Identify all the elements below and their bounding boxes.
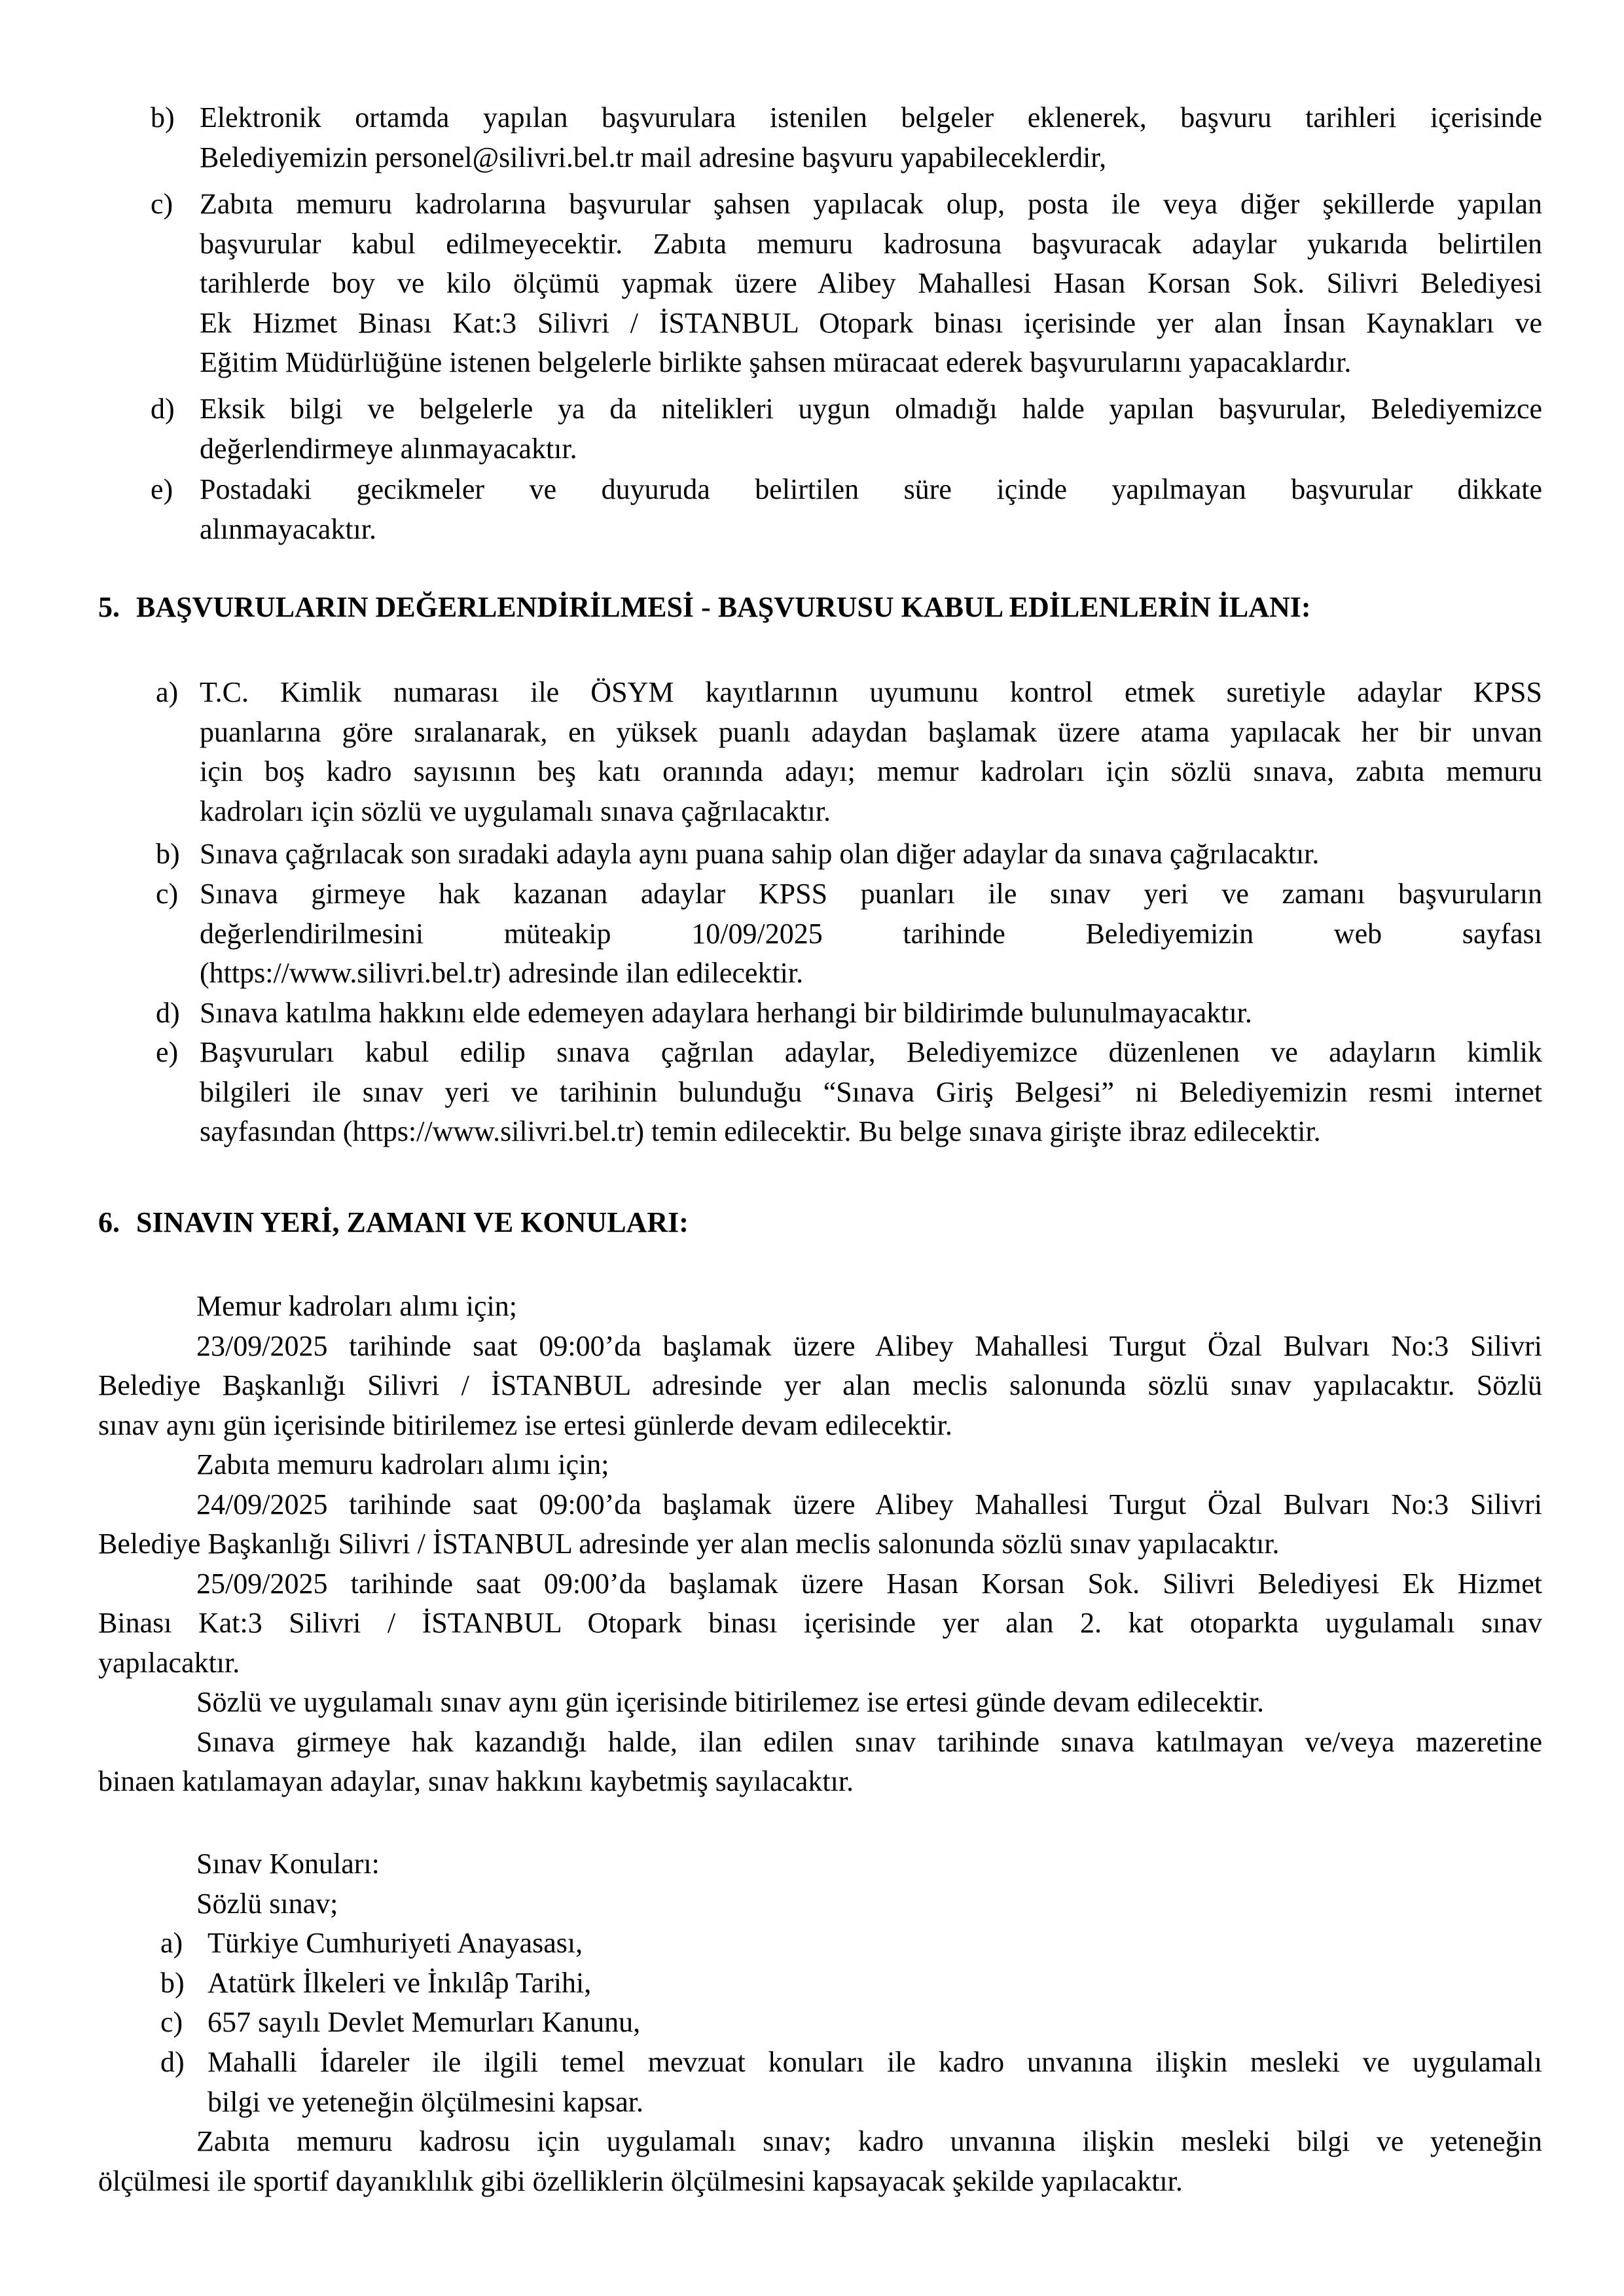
list-label: d) (160, 2046, 185, 2078)
text-line: kadroları için sözlü ve uygulamalı sınava çağrılacaktır. (200, 795, 831, 827)
text-line: bilgileri ile sınav yeri ve tarihinin bulunduğu “Sınava Giriş Belgesi” ni Belediyemizin resmi internet (200, 1075, 1542, 1108)
text-line: sınav aynı gün içerisinde bitirilemez ise ertesi günlerde devam edilecektir. (98, 1408, 952, 1441)
text-line: T.C. Kimlik numarası ile ÖSYM kayıtlarının uyumunu kontrol etmek suretiyle adaylar KPSS (200, 676, 1542, 708)
section-number: 5. (98, 591, 120, 623)
list-item-c (160, 2003, 1542, 2043)
section-5-heading (98, 588, 1311, 628)
konular-heading: Sınav Konuları: (196, 1848, 380, 1880)
text-line: binaen katılamayan adaylar, sınav hakkını kaybetmiş sayılacaktır. (98, 1765, 854, 1797)
text-line: değerlendirilmesini müteakip 10/09/2025 tarihinde Belediyemizin web sayfası (200, 917, 1542, 950)
text-line: Zabıta memuru kadrosu için uygulamalı sınav; kadro unvanına ilişkin mesleki bilgi ve yeteneğin (196, 2125, 1542, 2157)
text-line: için boş kadro sayısının beş katı oranında adayı; memur kadroları için sözlü sınava, zabıta memuru (200, 755, 1542, 787)
text-line: Mahalli İdareler ile ilgili temel mevzuat konuları ile kadro unvanına ilişkin mesleki ve uygulamalı (208, 2046, 1542, 2078)
text-line: Postadaki gecikmeler ve duyuruda belirtilen süre içinde yapılmayan başvurular dikkate (200, 473, 1542, 505)
list-item-e (156, 1033, 1542, 1152)
practical-exam-paragraph (98, 2122, 1542, 2201)
text-line: Türkiye Cumhuriyeti Anayasası, (208, 1927, 583, 1959)
text-line: değerlendirmeye alınmayacaktır. (200, 432, 577, 465)
text-line: Belediyemizin personel@silivri.bel.tr mail adresine başvuru yapabileceklerdir, (200, 141, 1107, 173)
list-item-c (156, 874, 1542, 994)
list-item-e (151, 470, 1542, 549)
list-label: b) (156, 838, 180, 870)
list-item-d (156, 994, 1542, 1033)
text-line: Belediye Başkanlığı Silivri / İSTANBUL adresinde yer alan meclis salonunda sözlü sınav yapılacaktır. Sözlü (98, 1369, 1542, 1401)
text-line: Zabıta memuru kadrolarına başvurular şahsen yapılacak olup, posta ile veya diğer şekillerde yapılan (200, 188, 1542, 220)
list-item-a (160, 1924, 1542, 1964)
list-label: b) (160, 1967, 185, 1999)
text-line: Sınava girmeye hak kazandığı halde, ilan edilen sınav tarihinde sınava katılmayan ve/veya mazeretine (196, 1725, 1542, 1758)
list-item-d (160, 2043, 1542, 2122)
memur-heading: Memur kadroları alımı için; (196, 1290, 517, 1322)
text-line: bilgi ve yeteneğin ölçülmesini kapsar. (208, 2085, 643, 2118)
text-line: Sınava girmeye hak kazanan adaylar KPSS puanları ile sınav yeri ve zamanı başvuruların (200, 878, 1542, 910)
list-label: d) (151, 393, 175, 425)
list-label: e) (156, 1036, 179, 1068)
text-line: 24/09/2025 tarihinde saat 09:00’da başlamak üzere Alibey Mahallesi Turgut Özal Bulvarı No:3 Silivri (196, 1488, 1542, 1520)
text-line: Eksik bilgi ve belgelerle ya da nitelikleri uygun olmadığı halde yapılan başvurular, Belediyemizce (200, 393, 1542, 425)
text-line: 25/09/2025 tarihinde saat 09:00’da başlamak üzere Hasan Korsan Sok. Silivri Belediyesi Ek Hizmet (196, 1567, 1542, 1600)
text-line: Belediye Başkanlığı Silivri / İSTANBUL adresinde yer alan meclis salonunda sözlü sınav yapılacaktır. (98, 1528, 1280, 1560)
sozlu-heading: Sözlü sınav; (196, 1887, 338, 1920)
text-line: Sözlü ve uygulamalı sınav aynı gün içerisinde bitirilemez ise ertesi günde devam edilecektir. (196, 1686, 1265, 1718)
zabita-heading: Zabıta memuru kadroları alımı için; (196, 1448, 609, 1480)
text-line: 23/09/2025 tarihinde saat 09:00’da başlamak üzere Alibey Mahallesi Turgut Özal Bulvarı No:3 Silivri (196, 1329, 1542, 1362)
exam-details (98, 1287, 1542, 1802)
section-title: BAŞVURULARIN DEĞERLENDİRİLMESİ - BAŞVURUSU KABUL EDİLENLERİN İLANI: (136, 591, 1311, 623)
section-number: 6. (98, 1206, 120, 1238)
section-6-heading (98, 1203, 689, 1243)
list-label: a) (156, 676, 179, 708)
text-line: (https://www.silivri.bel.tr) adresinde ilan edilecektir. (200, 957, 804, 989)
list-label: d) (156, 997, 180, 1029)
list-item-b (156, 834, 1542, 874)
list-item-b (151, 98, 1542, 177)
list-item-a (156, 673, 1542, 831)
list-label: a) (160, 1927, 183, 1959)
text-line: sayfasından (https://www.silivri.bel.tr) temin edilecektir. Bu belge sınava girişte ibraz edilecektir. (200, 1115, 1321, 1147)
text-line: Eğitim Müdürlüğüne istenen belgelerle birlikte şahsen müracaat ederek başvurularını yapacaklardır. (200, 346, 1352, 378)
text-line: 657 sayılı Devlet Memurları Kanunu, (208, 2006, 641, 2038)
list-item-b (160, 1964, 1542, 2003)
text-line: Sınava çağrılacak son sıradaki adayla aynı puana sahip olan diğer adaylar da sınava çağrılacaktır. (200, 838, 1320, 870)
text-line: puanlarına göre sıralanarak, en yüksek puanlı adaydan başlamak üzere atama yapılacak her bir unvan (200, 715, 1542, 748)
text-line: Elektronik ortamda yapılan başvurulara istenilen belgeler eklenerek, başvuru tarihleri içerisinde (200, 101, 1542, 134)
text-line: başvurular kabul edilmeyecektir. Zabıta memuru kadrosuna başvuracak adaylar yukarıda belirtilen (200, 227, 1542, 260)
text-line: Atatürk İlkeleri ve İnkılâp Tarihi, (208, 1967, 592, 1999)
text-line: Başvuruları kabul edilip sınava çağrılan adaylar, Belediyemizce düzenlenen ve adayların kimlik (200, 1036, 1542, 1068)
text-line: Sınava katılma hakkını elde edemeyen adaylara herhangi bir bildirimde bulunulmayacaktır. (200, 997, 1252, 1029)
text-line: Binası Kat:3 Silivri / İSTANBUL Otopark binası içerisinde yer alan 2. kat otoparkta uygulamalı sınav (98, 1607, 1542, 1639)
list-label: b) (151, 101, 175, 134)
list-label: c) (156, 878, 179, 910)
text-line: yapılacaktır. (98, 1646, 240, 1679)
exam-topics-intro (98, 1844, 1542, 1924)
list-label: c) (151, 188, 173, 220)
list-item-c (151, 185, 1542, 383)
section-title: SINAVIN YERİ, ZAMANI VE KONULARI: (136, 1206, 689, 1238)
list-item-d (151, 389, 1542, 469)
list-label: c) (160, 2006, 183, 2038)
text-line: ölçülmesi ile sportif dayanıklılık gibi özelliklerin ölçülmesini kapsayacak şekilde yapılacaktır. (98, 2164, 1183, 2197)
text-line: alınmayacaktır. (200, 512, 376, 545)
text-line: tarihlerde boy ve kilo ölçümü yapmak üzere Alibey Mahallesi Hasan Korsan Sok. Silivri Belediyesi (200, 267, 1542, 299)
list-label: e) (151, 473, 173, 505)
text-line: Ek Hizmet Binası Kat:3 Silivri / İSTANBUL Otopark binası içerisinde yer alan İnsan Kaynakları ve (200, 306, 1542, 339)
